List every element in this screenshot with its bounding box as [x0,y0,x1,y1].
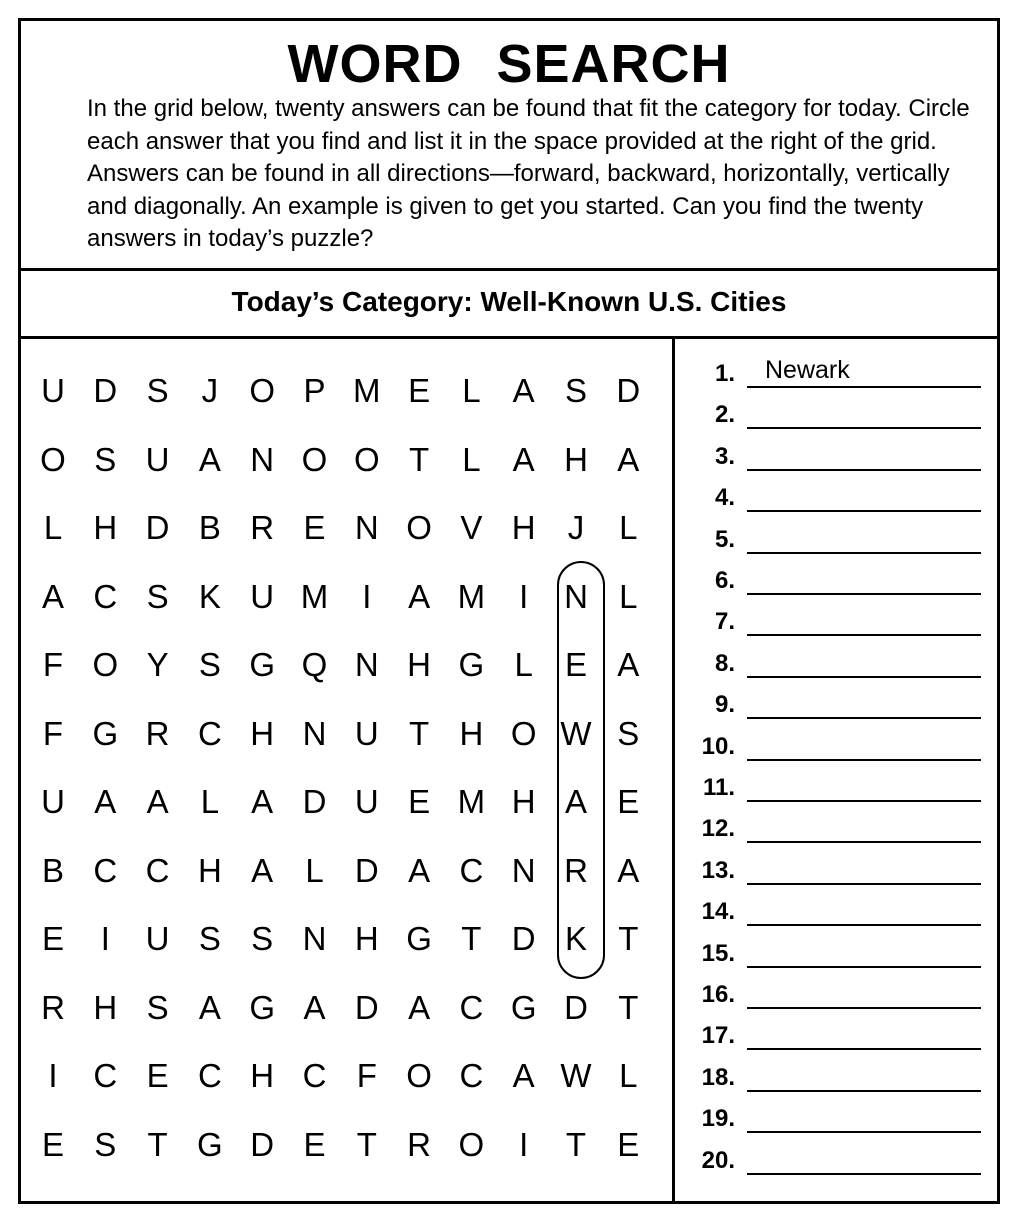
grid-row [21,851,675,891]
grid-row [21,440,675,480]
grid-letter[interactable]: N [354,646,379,683]
grid-letter[interactable]: S [146,988,169,1026]
answer-number: 17. [701,1022,735,1050]
answer-row [675,442,997,472]
grid-letter[interactable]: H [511,783,536,820]
grid-letter[interactable]: H [250,714,275,752]
grid-letter[interactable]: L [514,646,533,683]
answer-number: 10. [701,732,735,760]
grid-letter[interactable]: A [408,988,431,1026]
answer-blank[interactable] [747,676,981,678]
grid-letter[interactable]: H [93,509,118,546]
answer-blank[interactable] [747,1173,981,1175]
grid-letter[interactable]: E [303,1125,326,1163]
answer-blank[interactable] [747,966,981,968]
grid-letter[interactable]: I [519,1125,529,1163]
grid-letter[interactable]: W [560,714,592,752]
grid-row [21,782,675,822]
answer-row [675,690,997,720]
answer-row [675,773,997,803]
grid-letter[interactable]: N [354,509,379,546]
grid-letter[interactable]: I [100,920,110,957]
answer-number: 15. [701,939,735,967]
grid-letter[interactable]: O [458,1125,485,1163]
grid-letter[interactable]: O [40,440,66,478]
grid-letter[interactable]: A [617,646,640,683]
grid-letter[interactable]: F [356,1057,377,1094]
grid-letter[interactable]: I [48,1057,58,1094]
grid-letter[interactable]: G [197,1125,223,1163]
answer-row [675,897,997,927]
grid-row [21,988,675,1028]
grid-letter[interactable]: T [565,1125,587,1163]
grid-letter[interactable]: S [146,577,169,615]
answer-blank[interactable] [747,510,981,512]
grid-letter[interactable]: C [197,1057,222,1094]
grid-letter[interactable]: A [512,1057,535,1094]
grid-letter[interactable]: S [564,372,587,409]
grid-letter[interactable]: A [512,372,535,409]
grid-letter[interactable]: H [197,851,222,889]
answer-row [675,649,997,679]
grid-letter[interactable]: A [251,783,274,820]
grid-row [21,645,675,685]
answer-number: 5. [714,525,735,553]
answer-row [675,732,997,762]
grid-letter[interactable]: E [617,783,640,820]
answer-row [675,1063,997,1093]
answer-blank[interactable] [747,427,981,429]
answer-number: 8. [714,649,735,677]
grid-letter[interactable]: E [303,509,326,546]
grid-letter[interactable]: J [201,372,219,409]
grid-row [21,508,675,548]
instructions-text: In the grid below, twenty answers can be found that fit the category for today. Circle each answer that you find and list it in the space provided at the right of the grid. Answers can be found in all directions—forward, backward, horizontally, vertically and diagonally. An example is given to get you started. Can you find the twenty answers in today’s puzzle? [87,95,970,252]
grid-letter[interactable]: E [408,783,431,820]
answer-row [675,356,997,389]
grid-letter[interactable]: U [250,577,275,615]
answer-row [675,400,997,430]
grid-letter[interactable]: R [41,988,65,1026]
answer-number: 18. [701,1063,735,1091]
grid-letter[interactable]: R [250,509,275,546]
grid-letter[interactable]: H [407,646,432,683]
grid-letter[interactable]: T [618,988,639,1026]
answer-blank[interactable] [747,634,981,636]
grid-letter[interactable]: B [198,509,221,546]
answer-number: 16. [701,981,735,1008]
grid-letter[interactable]: F [42,646,64,683]
answer-blank[interactable] [747,1131,981,1133]
grid-letter[interactable]: E [146,1057,169,1094]
grid-row [21,1125,675,1165]
grid-letter[interactable]: H [511,509,536,546]
grid-letter[interactable]: A [198,440,221,478]
answer-row [675,483,997,513]
grid-letter[interactable]: D [250,1125,275,1163]
grid-letter[interactable]: J [567,509,585,546]
grid-letter[interactable]: C [459,851,484,889]
answer-blank[interactable] [747,1007,981,1009]
grid-letter[interactable]: P [303,372,326,409]
grid-letter[interactable]: N [250,440,275,478]
answer-list [675,339,997,1201]
answer-blank[interactable] [747,1048,981,1050]
grid-letter[interactable]: B [41,851,64,889]
grid-letter[interactable]: G [510,988,537,1026]
grid-letter[interactable]: L [462,372,481,409]
grid-letter[interactable]: C [93,1057,118,1094]
grid-letter[interactable]: H [93,988,118,1026]
grid-letter[interactable]: T [409,440,430,478]
grid-letter[interactable]: U [145,440,170,478]
grid-letter[interactable]: O [406,1057,432,1094]
grid-letter[interactable]: H [459,714,484,752]
grid-row [21,919,675,959]
grid-letter[interactable]: V [460,509,483,546]
grid-row [21,1056,675,1096]
grid-letter[interactable]: R [564,851,588,889]
answer-blank[interactable] [747,552,981,554]
grid-letter[interactable]: A [408,851,431,889]
answer-row [675,1104,997,1134]
answer-row [675,525,997,555]
grid-letter[interactable]: C [197,714,222,752]
grid-letter[interactable]: A [408,577,431,615]
grid-letter[interactable]: C [93,851,118,889]
grid-letter[interactable]: T [618,920,639,957]
grid-row [21,577,675,617]
grid-letter[interactable]: A [41,577,64,615]
grid-letter[interactable]: C [93,577,118,615]
grid-letter[interactable]: C [302,1057,327,1094]
grid-letter[interactable]: T [147,1125,168,1163]
grid-letter[interactable]: L [619,1057,638,1094]
grid-letter[interactable]: T [409,714,430,752]
page-title: WORD SEARCH [287,34,731,94]
grid-letter[interactable]: S [94,1125,117,1163]
grid-letter[interactable]: O [92,646,119,683]
grid-letter[interactable]: M [457,783,486,820]
grid-letter[interactable]: H [250,1057,275,1094]
grid-letter[interactable]: C [459,1057,484,1094]
grid-letter[interactable]: U [354,714,379,752]
grid-letter[interactable]: D [93,372,118,409]
grid-letter[interactable]: E [41,920,64,957]
answer-blank[interactable] [747,593,981,595]
grid-letter[interactable]: H [354,920,379,957]
grid-letter[interactable]: G [406,920,432,957]
answer-blank[interactable] [747,1090,981,1092]
grid-letter[interactable]: E [41,1125,64,1163]
grid-letter[interactable]: D [564,988,588,1026]
letter-grid[interactable] [21,339,675,1201]
answer-blank[interactable] [747,800,981,802]
grid-letter[interactable]: D [302,783,327,820]
grid-letter[interactable]: N [564,577,588,615]
grid-letter[interactable]: W [560,1057,592,1094]
answer-row [675,939,997,969]
grid-letter[interactable]: U [41,372,65,409]
grid-letter[interactable]: U [354,783,379,820]
grid-letter[interactable]: O [510,714,537,752]
example-answer-oval [557,561,605,979]
grid-letter[interactable]: O [249,372,276,409]
grid-letter[interactable]: L [43,509,63,546]
answer-blank[interactable] [747,883,981,885]
grid-letter[interactable]: N [302,714,327,752]
grid-letter[interactable]: I [362,577,372,615]
grid-letter[interactable]: G [92,714,119,752]
grid-letter[interactable]: U [145,920,170,957]
grid-letter[interactable]: L [462,440,481,478]
grid-letter[interactable]: R [145,714,170,752]
grid-letter[interactable]: D [354,851,379,889]
answer-number: 2. [714,401,735,429]
grid-letter[interactable]: S [146,372,169,409]
grid-letter[interactable]: C [459,988,484,1026]
answer-number: 20. [701,1146,735,1174]
grid-letter[interactable]: G [458,646,485,683]
grid-letter[interactable]: G [249,988,276,1026]
answer-number: 1. [714,360,735,387]
grid-letter[interactable]: L [619,577,638,615]
answer-number: 6. [714,567,735,594]
grid-letter[interactable]: D [511,920,536,957]
answer-number: 4. [714,484,735,512]
answer-number: 13. [701,856,735,884]
grid-letter[interactable]: A [94,783,117,820]
answer-number: 9. [714,691,735,719]
answer-text: Newark [765,356,850,384]
grid-letter[interactable]: T [356,1125,377,1163]
answer-row [675,1146,997,1176]
grid-letter[interactable]: S [251,920,274,957]
grid-letter[interactable]: S [617,714,640,752]
answer-blank[interactable] [747,924,981,926]
grid-letter[interactable]: O [353,440,380,478]
grid-letter[interactable]: E [564,646,587,683]
puzzle-frame [18,18,1000,1204]
grid-letter[interactable]: A [512,440,535,478]
answer-number: 19. [701,1105,735,1133]
grid-letter[interactable]: C [145,851,170,889]
grid-letter[interactable]: L [619,509,638,546]
grid-letter[interactable]: I [519,577,529,615]
grid-letter[interactable]: M [457,577,486,615]
grid-letter[interactable]: S [198,646,221,683]
grid-letter[interactable]: K [564,920,587,957]
grid-letter[interactable]: A [617,440,640,478]
grid-letter[interactable]: M [300,577,329,615]
answer-blank[interactable] [747,841,981,843]
answer-row [675,566,997,596]
answer-number: 7. [714,608,735,636]
answer-row [675,814,997,844]
answer-row [675,607,997,637]
grid-letter[interactable]: A [251,851,274,889]
answer-number: 3. [714,442,735,470]
grid-letter[interactable]: L [305,851,324,889]
answer-blank[interactable] [747,759,981,761]
answer-row [675,856,997,886]
grid-letter[interactable]: N [302,920,327,957]
grid-letter[interactable]: H [564,440,588,478]
grid-letter[interactable]: A [198,988,221,1026]
grid-letter[interactable]: G [249,646,276,683]
grid-letter[interactable]: T [461,920,482,957]
grid-letter[interactable]: O [301,440,328,478]
grid-letter[interactable]: E [617,1125,640,1163]
grid-letter[interactable]: A [564,783,587,820]
grid-letter[interactable]: E [408,372,431,409]
answer-blank[interactable] [747,386,981,388]
grid-letter[interactable]: U [41,783,65,820]
grid-letter[interactable]: F [42,714,64,752]
category-banner: Today’s Category: Well-Known U.S. Cities [21,271,997,339]
grid-letter[interactable]: A [617,851,640,889]
grid-letter[interactable]: A [146,783,169,820]
answer-row [675,980,997,1010]
grid-letter[interactable]: K [198,577,221,615]
answer-number: 14. [701,898,735,926]
grid-letter[interactable]: D [145,509,170,546]
answer-number: 12. [701,815,735,843]
grid-letter[interactable]: Q [301,646,328,683]
grid-row [21,714,675,754]
grid-letter[interactable]: O [406,509,432,546]
grid-letter[interactable]: S [198,920,221,957]
answer-blank[interactable] [747,469,981,471]
grid-letter[interactable]: M [353,372,381,409]
grid-letter[interactable]: D [354,988,379,1026]
grid-letter[interactable]: Y [146,646,169,683]
answer-row [675,1021,997,1051]
grid-letter[interactable]: L [200,783,220,820]
grid-letter[interactable]: S [94,440,117,478]
grid-letter[interactable]: A [303,988,326,1026]
grid-row [21,371,675,411]
puzzle-header [21,21,997,271]
grid-letter[interactable]: R [407,1125,432,1163]
grid-letter[interactable]: N [511,851,536,889]
answer-number: 11. [702,774,735,801]
answer-blank[interactable] [747,717,981,719]
grid-letter[interactable]: D [616,372,641,409]
